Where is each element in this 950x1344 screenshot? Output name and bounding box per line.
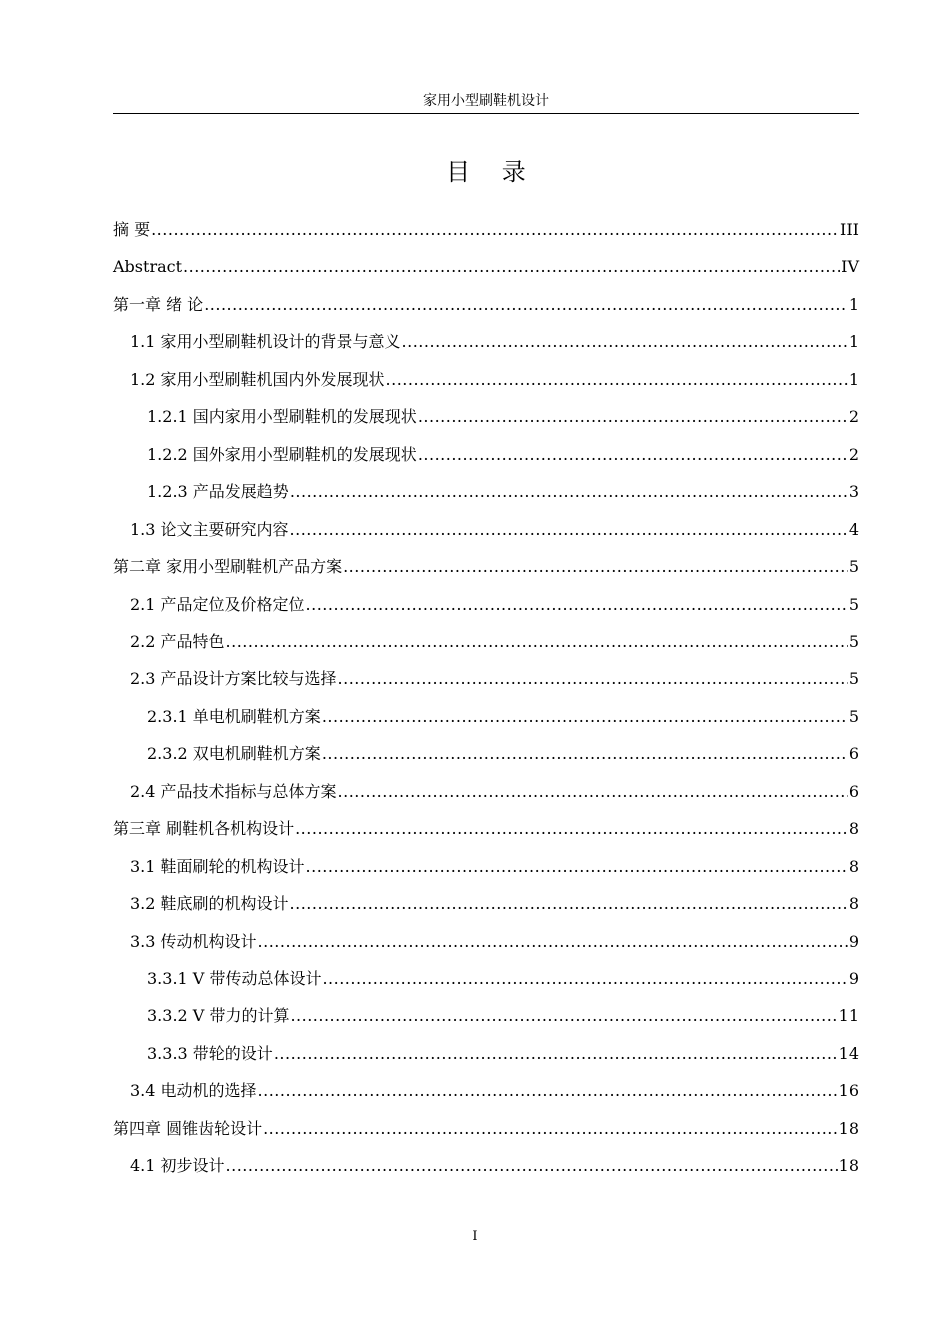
- toc-entry[interactable]: [113, 518, 859, 542]
- toc-leader-dots: [290, 480, 848, 504]
- toc-entry-title: 3.3.3 带轮的设计: [147, 1043, 273, 1063]
- toc-entry-title: 第二章 家用小型刷鞋机产品方案: [113, 557, 343, 577]
- toc-entry-page: 5: [848, 557, 859, 577]
- toc-entry[interactable]: [113, 892, 859, 916]
- toc-leader-dots: [258, 1079, 838, 1103]
- toc-entry-title: 1.2.1 国内家用小型刷鞋机的发展现状: [147, 407, 417, 427]
- toc-leader-dots: [274, 1042, 838, 1066]
- toc-entry-page: 9: [848, 931, 859, 951]
- toc-entry-title: 2.3.1 单电机刷鞋机方案: [147, 706, 321, 726]
- toc-entry[interactable]: [113, 1004, 859, 1028]
- toc-leader-dots: [402, 330, 848, 354]
- toc-entry[interactable]: [113, 480, 859, 504]
- toc-entry-title: 1.1 家用小型刷鞋机设计的背景与意义: [130, 332, 401, 352]
- toc-entry[interactable]: [113, 405, 859, 429]
- toc-entry-title: 1.3 论文主要研究内容: [130, 519, 289, 539]
- toc-leader-dots: [418, 405, 848, 429]
- toc-entry[interactable]: [113, 930, 859, 954]
- toc-leader-dots: [290, 892, 848, 916]
- toc-title: 目 录: [446, 158, 538, 186]
- toc-entry[interactable]: [113, 667, 859, 691]
- toc-entry-title: 1.2.3 产品发展趋势: [147, 482, 289, 502]
- toc-leader-dots: [290, 1004, 837, 1028]
- running-header: 家用小型刷鞋机设计: [423, 93, 549, 109]
- toc-entry-page: 4: [848, 519, 859, 539]
- toc-entry[interactable]: [113, 855, 859, 879]
- toc-entry-title: 第三章 刷鞋机各机构设计: [113, 819, 295, 839]
- toc-entry[interactable]: [113, 1154, 859, 1178]
- toc-entry-page: 18: [838, 1156, 859, 1176]
- toc-entry-page: 16: [838, 1081, 859, 1101]
- toc-entry-page: 18: [838, 1118, 859, 1138]
- toc-entry-page: 5: [848, 669, 859, 689]
- toc-entry-page: 11: [838, 1006, 859, 1026]
- toc-entry-page: 8: [848, 856, 859, 876]
- toc-entry[interactable]: [113, 368, 859, 392]
- toc-entry-title: 1.2 家用小型刷鞋机国内外发展现状: [130, 369, 385, 389]
- toc-leader-dots: [338, 667, 848, 691]
- toc-list: [113, 0, 859, 1344]
- toc-entry-page: 5: [848, 706, 859, 726]
- page-number: I: [472, 1229, 478, 1244]
- toc-entry-page: 3: [848, 482, 859, 502]
- toc-entry-page: 6: [848, 744, 859, 764]
- toc-entry-title: 3.2 鞋底刷的机构设计: [130, 894, 289, 914]
- toc-leader-dots: [322, 742, 848, 766]
- toc-entry-page: 1: [848, 294, 859, 314]
- toc-entry-page: 9: [848, 969, 859, 988]
- toc-entry[interactable]: [113, 593, 859, 617]
- toc-leader-dots: [338, 780, 848, 804]
- toc-entry[interactable]: [113, 630, 859, 654]
- toc-leader-dots: [204, 293, 848, 317]
- toc-entry[interactable]: [113, 218, 859, 242]
- toc-entry-page: 2: [848, 444, 859, 464]
- toc-leader-dots: [306, 855, 848, 879]
- toc-leader-dots: [386, 368, 848, 392]
- toc-entry[interactable]: [113, 817, 859, 841]
- toc-entry-title: 第四章 圆锥齿轮设计: [113, 1118, 263, 1138]
- toc-entry-page: 6: [848, 781, 859, 801]
- toc-leader-dots: [263, 1117, 838, 1141]
- toc-entry[interactable]: [113, 967, 859, 991]
- toc-entry-page: 1: [848, 332, 859, 352]
- toc-leader-dots: [418, 443, 848, 467]
- toc-entry[interactable]: [113, 555, 859, 579]
- toc-leader-dots: [226, 1154, 838, 1178]
- toc-entry-title: Abstract: [113, 257, 183, 277]
- toc-entry-title: 3.4 电动机的选择: [130, 1081, 257, 1101]
- toc-leader-dots: [290, 518, 848, 542]
- toc-leader-dots: [306, 593, 848, 617]
- toc-leader-dots: [226, 630, 848, 654]
- toc-entry[interactable]: [113, 705, 859, 729]
- toc-leader-dots: [151, 218, 839, 242]
- toc-entry-title: 第一章 绪 论: [113, 294, 204, 314]
- toc-entry-page: 8: [848, 894, 859, 914]
- toc-entry-title: 2.3 产品设计方案比较与选择: [130, 669, 337, 689]
- toc-entry[interactable]: [113, 742, 859, 766]
- toc-entry-title: 3.1 鞋面刷轮的机构设计: [130, 856, 305, 876]
- toc-entry-page: 8: [848, 819, 859, 839]
- toc-entry-title: 2.2 产品特色: [130, 631, 225, 651]
- toc-entry-title: 1.2.2 国外家用小型刷鞋机的发展现状: [147, 444, 417, 464]
- toc-entry[interactable]: [113, 1079, 859, 1103]
- toc-entry-title: 2.4 产品技术指标与总体方案: [130, 781, 337, 801]
- toc-entry-page: 14: [838, 1043, 859, 1063]
- toc-entry[interactable]: [113, 1042, 859, 1066]
- toc-entry[interactable]: [113, 255, 859, 279]
- toc-leader-dots: [183, 255, 840, 279]
- toc-entry-page: 5: [848, 594, 859, 614]
- toc-leader-dots: [322, 967, 847, 991]
- toc-leader-dots: [322, 705, 848, 729]
- toc-entry-title: 3.3.1 V 带传动总体设计: [147, 969, 322, 988]
- toc-entry-title: 2.1 产品定位及价格定位: [130, 594, 305, 614]
- toc-entry[interactable]: [113, 293, 859, 317]
- toc-entry[interactable]: [113, 330, 859, 354]
- toc-entry-title: 4.1 初步设计: [130, 1156, 225, 1176]
- toc-entry-page: III: [840, 220, 859, 239]
- toc-leader-dots: [258, 930, 848, 954]
- toc-entry[interactable]: [113, 780, 859, 804]
- toc-leader-dots: [343, 555, 848, 579]
- toc-entry-page: 1: [848, 369, 859, 389]
- toc-entry-page: 2: [848, 407, 859, 427]
- toc-entry-title: 2.3.2 双电机刷鞋机方案: [147, 744, 321, 764]
- toc-entry[interactable]: [113, 1117, 859, 1141]
- toc-leader-dots: [295, 817, 848, 841]
- toc-entry-title: 摘 要: [113, 220, 151, 239]
- toc-entry-page: 5: [848, 631, 859, 651]
- toc-entry-page: IV: [841, 257, 859, 277]
- toc-entry[interactable]: [113, 443, 859, 467]
- toc-entry-title: 3.3 传动机构设计: [130, 931, 257, 951]
- toc-entry-title: 3.3.2 V 带力的计算: [147, 1006, 290, 1026]
